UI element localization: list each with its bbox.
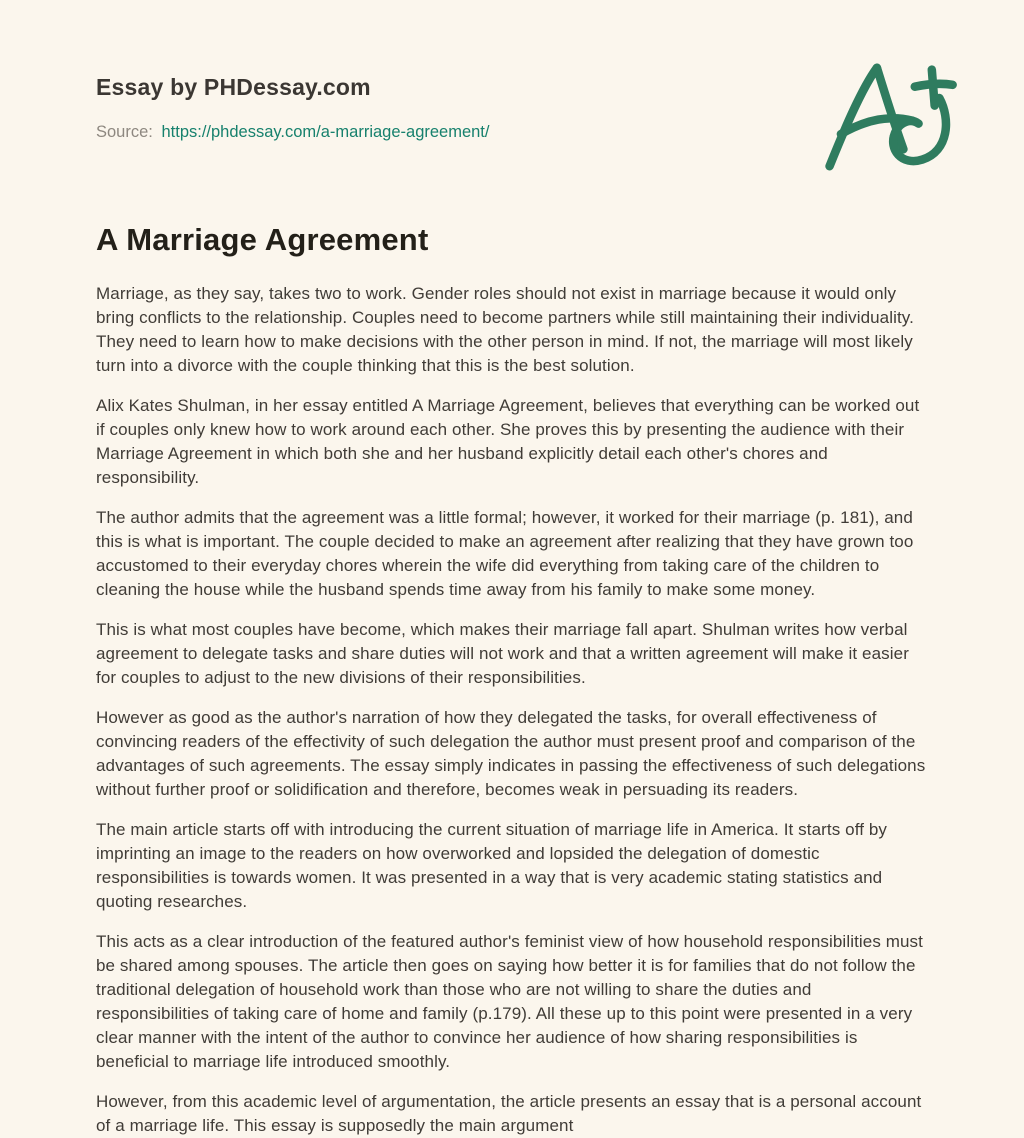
phdessay-logo bbox=[822, 58, 964, 176]
essay-paragraph: The main article starts off with introducing the current situation of marriage life in America. It starts off by imprinting an image to the readers on how overworked and lopsided the delegation of domestic responsibilities is towards women. It was presented in a way that is very academic stating statistics and quoting researches. bbox=[96, 820, 888, 911]
essay-paragraph: This acts as a clear introduction of the featured author's feminist view of how household responsibilities must be shared among spouses. The article then goes on saying how better it is for families that do not follow the traditional delegation of household work than those who are not willing to share the duties and responsibilities of taking care of home and family (p.179). All these up to this point were presented in a very clear manner with the intent of the author to convince her audience of how sharing responsibilities is beneficial to marriage life introduced smoothly. bbox=[96, 932, 923, 1071]
essay-paragraph: The author admits that the agreement was a little formal; however, it worked for their marriage (p. 181), and this is what is important. The couple decided to make an agreement after realizing that they have grown too accustomed to their everyday chores wherein the wife did everything from taking care of the children to cleaning the house while the husband spends time away from his family to make some money. bbox=[96, 508, 914, 599]
source-link[interactable]: https://phdessay.com/a-marriage-agreement/ bbox=[161, 123, 490, 141]
essay-paragraph: Marriage, as they say, takes two to work. Gender roles should not exist in marriage because it would only bring conflicts to the relationship. Couples need to become partners while still maintaining their individuality. They need to learn how to make decisions with the other person in mind. If not, the marriage will most likely turn into a divorce with the couple thinking that this is the best solution. bbox=[96, 284, 914, 375]
essay-paragraph: However, from this academic level of argumentation, the article presents an essay that is a personal account of a marriage life. This essay is supposedly the main argument bbox=[96, 1092, 922, 1135]
essay-paragraph: However as good as the author's narration of how they delegated the tasks, for overall effectiveness of convincing readers of the effectivity of such delegation the author must present proof and comparison of the advantages of such agreements. The essay simply indicates in passing the effectiveness of such delegations without further proof or solidification and therefore, becomes weak in persuading its readers. bbox=[96, 708, 926, 799]
site-title: Essay by PHDessay.com bbox=[96, 74, 371, 100]
document-header bbox=[96, 74, 928, 142]
a-plus-icon bbox=[822, 58, 964, 176]
source-label: Source: bbox=[96, 123, 153, 141]
source-line bbox=[96, 123, 928, 142]
essay-paragraph: This is what most couples have become, which makes their marriage fall apart. Shulman writes how verbal agreement to delegate tasks and share duties will not work and that a written agreement will make it easier for couples to adjust to the new divisions of their responsibilities. bbox=[96, 620, 909, 687]
essay-paragraph: Alix Kates Shulman, in her essay entitled A Marriage Agreement, believes that everything can be worked out if couples only knew how to work around each other. She proves this by presenting the audience with their Marriage Agreement in which both she and her husband explicitly detail each other's chores and responsibility. bbox=[96, 396, 920, 487]
essay-body bbox=[96, 282, 928, 1138]
essay-title: A Marriage Agreement bbox=[96, 222, 429, 257]
